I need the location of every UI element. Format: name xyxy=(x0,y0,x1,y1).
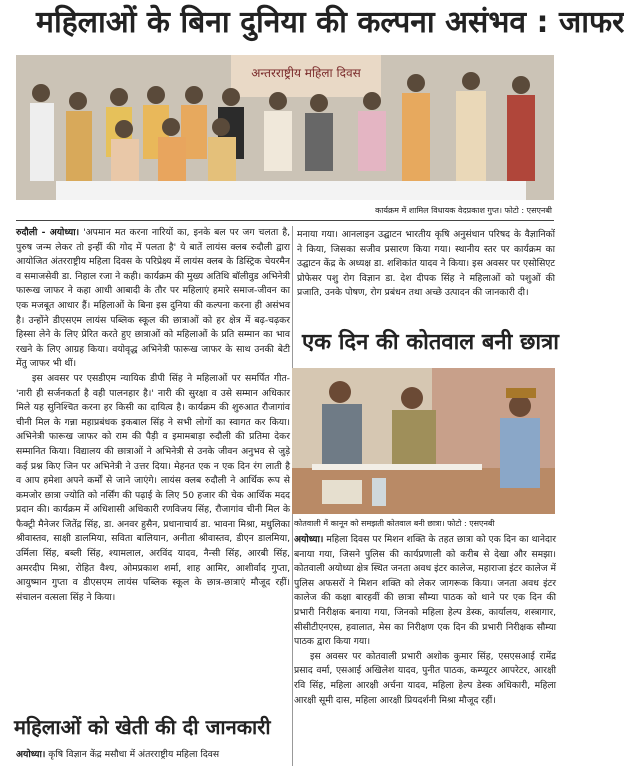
event-photo xyxy=(16,55,554,200)
article-left-bottom xyxy=(16,748,288,772)
article-left xyxy=(16,226,290,713)
article-right-bottom xyxy=(294,533,556,769)
banner-text: अन्तरराष्ट्रीय महिला दिवस xyxy=(251,66,361,80)
main-headline: महिलाओं के बिना दुनिया की कल्पना असंभव : जाफर xyxy=(36,5,624,40)
article-right-bottom-p1 xyxy=(294,533,556,650)
article-right-bottom-p2: इस अवसर पर कोतवाली प्रभारी अशोक कुमार सिंह, एसएसआई रामेंद्र प्रसाद वर्मा, एसआई अखिलेश यादव, पुनीत पाठक, कम्प्यूटर आपरेटर, आरक्षी रवि सिंह, महिला आरक्षी अर्चना यादव, महिला हेल्प डेस्क अधिकारी, महिला आरक्षी सूमी दास, महिला आरक्षी प्रियदर्शनी मिश्रा मौजूद रहीं। xyxy=(294,650,556,706)
article-right-top: मनाया गया। आनलाइन उद्घाटन भारतीय कृषि अनुसंधान परिषद के वैज्ञानिकों ने किया, जिसका सजीव प्रसारण किया गया। स्थानीय स्तर पर कार्यक्रम का उद्घाटन केंद्र के अध्यक्ष डा. शशिकांत यादव ने किया। इस अवसर पर एसोसिएट प्रोफेसर पशु रोग विज्ञान डा. देश दीपक सिंह ने महिलाओं को पशुओं की प्रजाति, उनके पोषण, रोग प्रबंधन तथा अच्छे उत्पादन की जानकारी दी। xyxy=(297,229,555,299)
dateline: अयोध्या। xyxy=(16,749,46,760)
article-text: कृषि विज्ञान केंद्र मसौधा में अंतरराष्ट्रीय महिला दिवस xyxy=(48,749,220,760)
kotwal-photo xyxy=(292,368,555,514)
photo-caption-right: कोतवाली में कानून को समझती कोतवाल बनी छात्रा। फोटो : एसएनबी xyxy=(294,519,495,528)
kotwal-photo-illustration xyxy=(292,368,555,514)
event-photo-illustration xyxy=(16,55,554,200)
photo-caption-top: कार्यक्रम में शामिल विधायक वेदप्रकाश गुप्त। फोटो : एसएनबी xyxy=(375,206,552,215)
headline-right: एक दिन की कोतवाल बनी छात्रा xyxy=(302,330,559,355)
headline-left-bottom: महिलाओं को खेती की दी जानकारी xyxy=(14,715,271,739)
dateline: रुदौली - अयोध्या। xyxy=(16,227,80,238)
dateline: अयोध्या। xyxy=(294,534,324,545)
article-text: 'अपमान मत करना नारियों का, इनके बल पर जग चलता है, पुरुष जन्म लेकर तो इन्हीं की गोद में पलता है' ये बातें लायंस क्लब रुदौली द्वारा आयोजित अंतरराष्ट्रीय महिला दिवस के परिप्रेक्ष्य में लायंस क्लब के डिस्ट्रिक चेयरमैन व समाजसेवी डा. निहाल रजा ने कही। कार्यक्रम की मुख्य अतिथि बॉलीवुड अभिनेत्री फारूख जाफर ने कहा आधी आबादी के तौर पर महिलाएं हमारे समाज-जीवन का एक मजबूत आधार हैं। महिलाओं के बिना इस दुनिया की कल्पना करना ही असंभव है। उन्होंने डीएसएम लायंस पब्लिक स्कूल की छात्राओं को हर क्षेत्र में बढ़-चढ़कर हिस्सा लेने के लिए प्रेरित करते हुए छात्राओं को महिलाओं के प्रति सम्मान का भाव रखने के लिए आग्रह किया। वयोवृद्ध अभिनेत्री फारूख जाफर के साथ उनकी बेटी मेंतु जाफर भी थीं। xyxy=(16,227,291,370)
article-left-p2: इस अवसर पर एसडीएम न्यायिक डीपी सिंह ने महिलाओं पर समर्पित गीत- 'नारी ही सर्जनकर्ता है वही पालनहार है।' नारी की सुरक्षा व उसे सम्मान अधिकार मिले यह सुनिश्चित करना हर किसी का दायित्व है। कार्यक्रम की शुरुआत रौजागांव चीनी मिल के गन्ना महाप्रबंधक इकबाल सिंह ने सभी लोगों का स्वागत कर किया। अभिनेत्री फारूख जाफर को राम की पैड़ी व इमामबाड़ा रुदौली की प्रतिमा देकर सम्मानित किया। विद्यालय की छात्राओं ने अभिनेत्री से उनके जीवन अनुभव से जुड़े कई प्रश्न किए जिन पर अभिनेत्री ने उत्तर दिया। मेहनत एक न एक दिन रंग लाती है व आप हमेशा अपने कर्मों से जाने जाएंगे। लायंस क्लब रुदौली ने आर्थिक रूप से कमजोर छात्रा ज्योति को नर्सिंग की पढ़ाई के लिए 50 हजार की चेक आर्थिक मदद प्रदान की। कार्यक्रम में अधिशासी अधिकारी रणविजय सिंह, रौजागांव चीनी मिल के फैक्ट्री मैनेजर जितेंद्र सिंह, डा. अनवर हुसैन, प्रधानाचार्य डा. भावना मिश्रा, मधुलिका श्रीवास्तव, साक्षी डालमिया, सविता बालियान, अनीता श्रीवास्तव, डीएन डालमिया, उर्मिला सिंह, बब्ली सिंह, श्यामलाल, अरविंद यादव, नैन्सी सिंह, आरबी सिंह, अमरदीप मिश्रा, रोहित वैश्य, ओमप्रकाश शर्मा, शाह आमिर, आशीर्वाद गुप्ता, आयुष्मान गुप्ता व डीएसएम लायंस पब्लिक स्कूल के छात्र-छात्राएं मौजूद रहीं। संचालन वत्सला सिंह ने किया। xyxy=(16,372,290,603)
article-text: महिला दिवस पर मिशन शक्ति के तहत छात्रा को एक दिन का थानेदार बनाया गया, जिसने पुलिस की कार्यप्रणाली को करीब से देखा और समझा। कोतवाली अयोध्या क्षेत्र स्थित जनता अवध इंटर कालेज, महाराजा इंटर कालेज में पुलिस अफसरों ने मिशन शक्ति को लेकर जागरूक किया। जनता अवध इंटर कालेज की कक्षा बारहवीं की छात्रा सौम्या पाठक को थाने पर एक दिन की प्रभारी निरीक्षक बनाया गया, जिनको महिला हेल्प डेस्क, कार्यालय, शस्त्रागार, सीसीटीएनएस, हवालात, मेस का निरीक्षण एक दिन की प्रभारी निरीक्षक सौम्या पाठक द्वारा किया गया। xyxy=(294,534,556,648)
divider xyxy=(16,220,554,221)
article-left-p1 xyxy=(16,226,290,372)
